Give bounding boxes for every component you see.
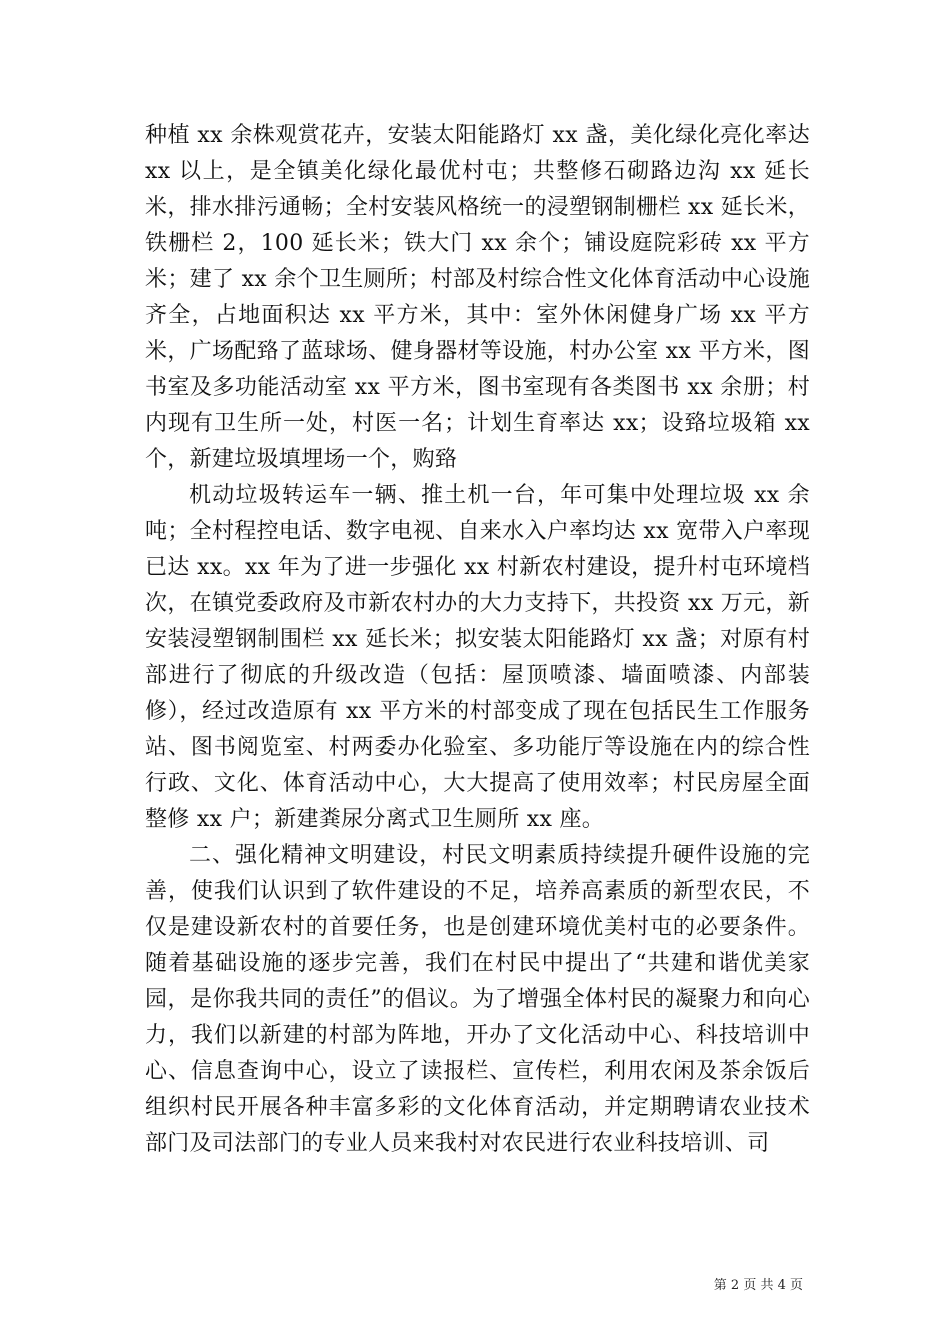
paragraph-continued: 种植 xx 余株观赏花卉，安装太阳能路灯 xx 盏，美化绿化亮化率达 xx 以上，是全镇美化绿化最优村屯；共整修石砌路边沟 xx 延长米，排水排污通畅；全村安装风格统一的浸塑钢制栅栏 xx 延长米，铁栅栏 2，100 延长米；铁大门 xx 余个；铺设庭院彩砖 xx 平方米；建了 xx 余个卫生厕所；村部及村综合性文化体育活动中心设施齐全，占地面积达 xx 平方米，其中：室外休闲健身广场 xx 平方米，广场配臵了蓝球场、健身器材等设施，村办公室 xx 平方米，图书室及多功能活动室 xx 平方米，图书室现有各类图书 xx 余册；村内现有卫生所一处，村医一名；计划生育率达 xx；设臵垃圾箱 xx 个，新建垃圾填埋场一个，购臵 bbox=[145, 123, 810, 472]
document-body bbox=[145, 118, 810, 1162]
page-number-footer: 第 2 页 共 4 页 bbox=[713, 1278, 803, 1293]
paragraph-section-two: 二、强化精神文明建设，村民文明素质持续提升硬件设施的完善，使我们认识到了软件建设的不足，培养高素质的新型农民，不仅是建设新农村的首要任务，也是创建环境优美村屯的必要条件。随着基础设施的逐步完善，我们在村民中提出了“共建和谐优美家园，是你我共同的责任”的倡议。为了增强全体村民的凝聚力和向心力，我们以新建的村部为阵地，开办了文化活动中心、科技培训中心、信息查询中心，设立了读报栏、宣传栏，利用农闲及茶余饭后组织村民开展各种丰富多彩的文化体育活动，并定期聘请农业技术部门及司法部门的专业人员来我村对农民进行农业科技培训、司 bbox=[145, 843, 810, 1156]
paragraph-garbage-disposal: 机动垃圾转运车一辆、推土机一台，年可集中处理垃圾 xx 余吨；全村程控电话、数字电视、自来水入户率均达 xx 宽带入户率现已达 xx。xx 年为了进一步强化 xx 村新农村建设，提升村屯环境档次，在镇党委政府及市新农村办的大力支持下，共投资 xx 万元，新安装浸塑钢制围栏 xx 延长米；拟安装太阳能路灯 xx 盏；对原有村部进行了彻底的升级改造（包括：屋顶喷漆、墙面喷漆、内部装修），经过改造原有 xx 平方米的村部变成了现在包括民生工作服务站、图书阅览室、村两委办化验室、多功能厅等设施在内的综合性行政、文化、体育活动中心，大大提高了使用效率；村民房屋全面整修 xx 户；新建粪尿分离式卫生厕所 xx 座。 bbox=[145, 483, 810, 832]
